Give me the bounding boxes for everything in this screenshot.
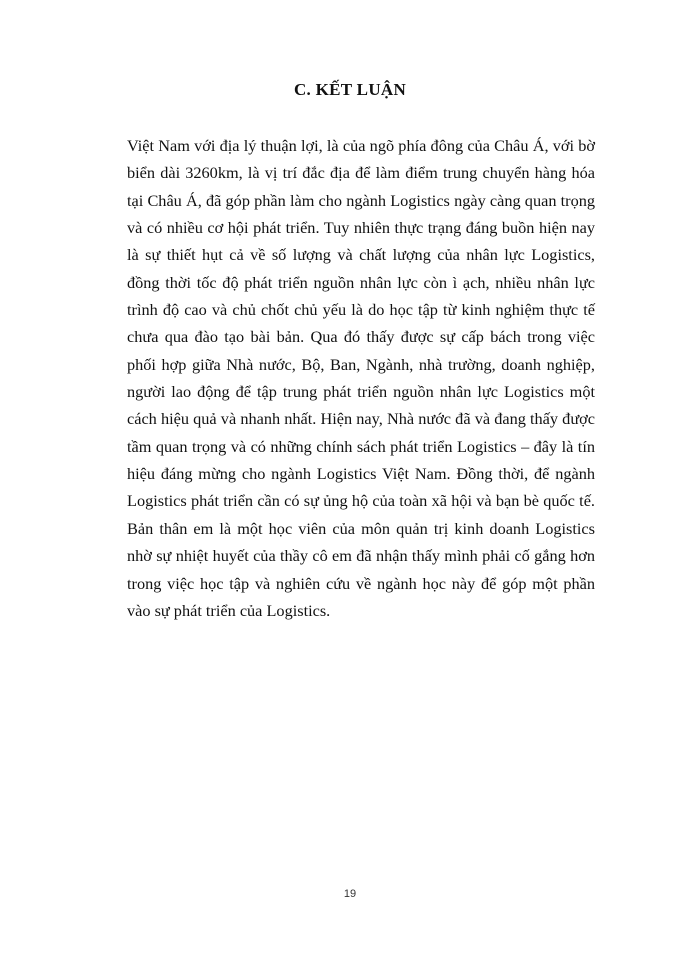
section-heading: C. KẾT LUẬN bbox=[293, 80, 407, 99]
conclusion-paragraph: Việt Nam với địa lý thuận lợi, là của ngõ phía đông của Châu Á, với bờ biển dài 3260km, là vị trí đắc địa để làm điểm trung chuyển hàng hóa tại Châu Á, đã góp phần làm cho ngành Logistics ngày càng quan trọng và có nhiều cơ hội phát triển. Tuy nhiên thực trạng đáng buồn hiện nay là sự thiết hụt cả về số lượng và chất lượng của nhân lực Logistics, đồng thời tốc độ phát triển nguồn nhân lực còn ì ạch, nhiều nhân lực trình độ cao và chủ chốt chủ yếu là do học tập từ kinh nghiệm thực tế chưa qua đào tạo bài bản. Qua đó thấy được sự cấp bách trong việc phối hợp giữa Nhà nước, Bộ, Ban, Ngành, nhà trường, doanh nghiệp, người lao động để tập trung phát triển nguồn nhân lực Logistics một cách hiệu quả và nhanh nhất. Hiện nay, Nhà nước đã và đang thấy được tầm quan trọng và có những chính sách phát triển Logistics – đây là tín hiệu đáng mừng cho ngành Logistics Việt Nam. Đồng thời, để ngành Logistics phát triển cần có sự ủng hộ của toàn xã hội và bạn bè quốc tế. Bản thân em là một học viên của môn quản trị kinh doanh Logistics nhờ sự nhiệt huyết của thầy cô em đã nhận thấy mình phải cố gắng hơn trong việc học tập và nghiên cứu về ngành học này để góp một phần vào sự phát triển của Logistics. bbox=[127, 136, 595, 620]
page-number: 19 bbox=[343, 888, 357, 900]
